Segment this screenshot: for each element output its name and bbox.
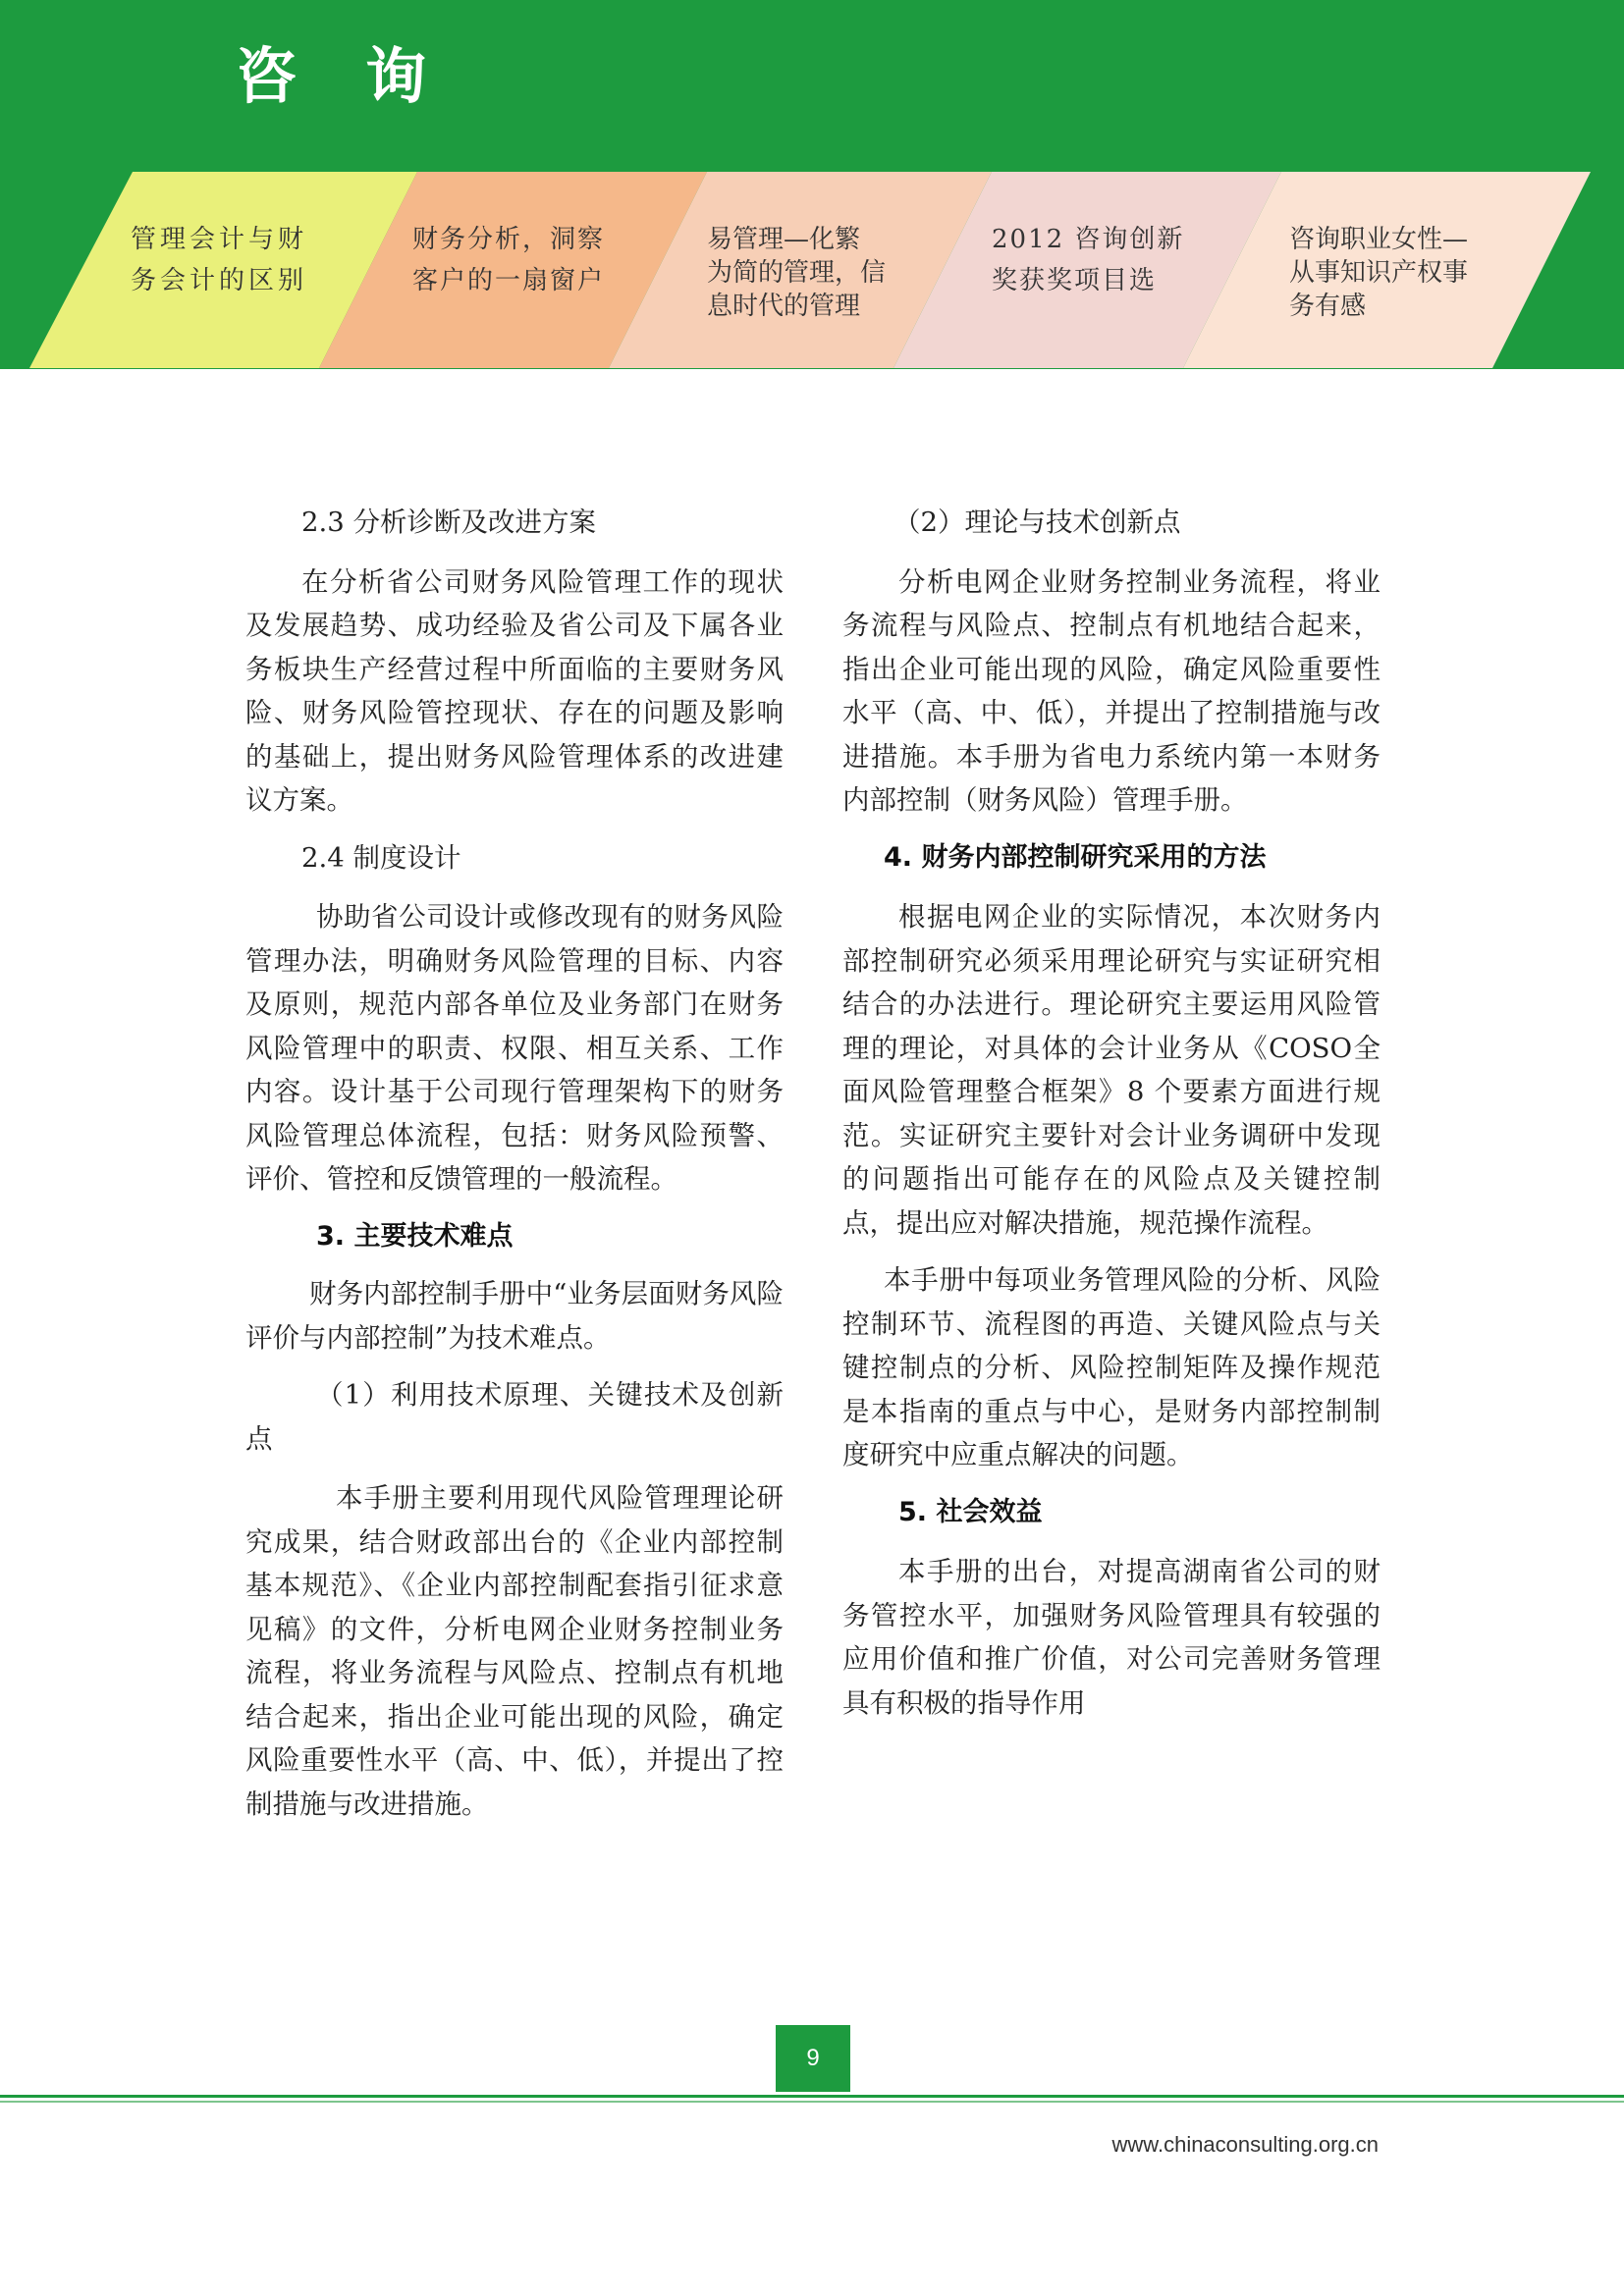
nav-tab-3-line1: 易管理—化繁	[707, 225, 861, 254]
heading-2-4: 2.4 制度设计	[301, 841, 461, 874]
nav-tab-4[interactable]	[992, 223, 1184, 297]
page-number: 9	[776, 2025, 850, 2092]
para-2-4: 协助省公司设计或修改现有的财务风险管理办法，明确财务风险管理的目标、内容及原则，规范内部各单位及业务部门在财务风险管理中的职责、权限、相互关系、工作内容。设计基于公司现行管理架构下的财务风险管理总体流程，包括：财务风险预警、评价、管控和反馈管理的一般流程。	[245, 901, 784, 1195]
heading-3-1: （1）利用技术原理、关键技术及创新点	[245, 1379, 784, 1455]
nav-tab-5-line3: 务有感	[1289, 292, 1367, 321]
para-4a: 根据电网企业的实际情况，本次财务内部控制研究必须采用理论研究与实证研究相结合的办法进行。理论研究主要运用风险管理的理论，对具体的会计业务从《COSO全面风险管理整合框架》8 个要素方面进行规范。实证研究主要针对会计业务调研中发现的问题指出可能存在的风险点及关键控制点，提出应对解决措施，规范操作流程。	[842, 901, 1380, 1239]
nav-tab-4-line1: 2012 咨询创新	[992, 225, 1185, 254]
heading-2-3: 2.3 分析诊断及改进方案	[301, 507, 596, 538]
nav-tab-2-line2: 客户的一扇窗户	[412, 266, 606, 295]
logo-char-1: 咨	[236, 40, 298, 112]
footer-rule-light	[0, 2101, 1624, 2103]
logo-char-2: 询	[365, 40, 427, 112]
nav-tab-2[interactable]	[412, 223, 605, 297]
para-2-3: 在分析省公司财务风险管理工作的现状及发展趋势、成功经验及省公司及下属各业务板块生产经营过程中所面临的主要财务风险、财务风险管控现状、存在的问题及影响的基础上，提出财务风险管理体系的改进建议方案。	[245, 565, 784, 816]
footer-url[interactable]: www.chinaconsulting.org.cn	[1111, 2132, 1379, 2157]
nav-tab-1[interactable]	[131, 223, 307, 297]
para-4b: 本手册中每项业务管理风险的分析、风险控制环节、流程图的再造、关键风险点与关键控制点的分析、风险控制矩阵及操作规范是本指南的重点与中心，是财务内部控制制度研究中应重点解决的问题。	[842, 1264, 1380, 1470]
para-5: 本手册的出台，对提高湖南省公司的财务管控水平，加强财务风险管理具有较强的应用价值和推广价值，对公司完善财务管理具有积极的指导作用	[842, 1556, 1380, 1719]
right-column	[842, 501, 1380, 1725]
nav-tab-5-line2: 从事知识产权事	[1289, 258, 1469, 288]
nav-tab-5[interactable]	[1289, 223, 1468, 323]
nav-tab-3-line3: 息时代的管理	[707, 292, 861, 321]
article-nav-strip	[0, 172, 1624, 368]
heading-5: 5. 社会效益	[898, 1496, 1043, 1527]
para-3-2: 分析电网企业财务控制业务流程，将业务流程与风险点、控制点有机地结合起来，指出企业可能出现的风险，确定风险重要性水平（高、中、低），并提出了控制措施与改进措施。本手册为省电力系统内第一本财务内部控制（财务风险）管理手册。	[842, 565, 1380, 816]
heading-3-2: （2）理论与技术创新点	[893, 507, 1181, 538]
magazine-logo	[236, 27, 426, 115]
nav-tab-3-line2: 为简的管理，信	[707, 258, 887, 288]
para-3: 财务内部控制手册中“业务层面财务风险评价与内部控制”为技术难点。	[245, 1278, 784, 1354]
nav-tab-1-line1: 管理会计与财	[131, 225, 308, 254]
nav-tab-2-line1: 财务分析，洞察	[412, 225, 606, 254]
para-3-1: 本手册主要利用现代风险管理理论研究成果，结合财政部出台的《企业内部控制基本规范》、《企业内部控制配套指引征求意见稿》的文件，分析电网企业财务控制业务流程，将业务流程与风险点、控制点有机地结合起来，指出企业可能出现的风险，确定风险重要性水平（高、中、低），并提出了控制措施与改进措施。	[245, 1482, 784, 1820]
nav-tab-1-line2: 务会计的区别	[131, 266, 308, 295]
header-band	[0, 0, 1624, 369]
nav-tab-3[interactable]	[707, 223, 886, 323]
footer-rule	[0, 2095, 1624, 2098]
nav-tab-5-line1: 咨询职业女性—	[1289, 225, 1469, 254]
heading-4: 4. 财务内部控制研究采用的方法	[884, 841, 1267, 873]
nav-tab-4-line2: 奖获奖项目选	[992, 266, 1158, 295]
heading-3: 3. 主要技术难点	[316, 1220, 514, 1252]
left-column	[245, 501, 784, 1826]
